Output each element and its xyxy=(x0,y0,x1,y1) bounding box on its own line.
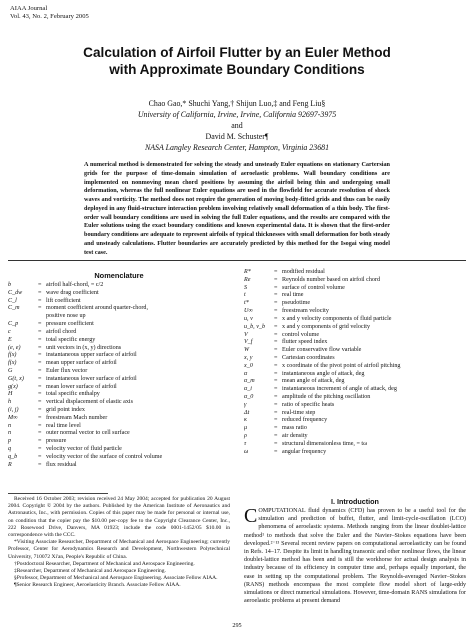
nomenclature-definition: instantaneous increment of angle of attack, deg xyxy=(282,386,397,393)
nomenclature-equals: = xyxy=(38,328,42,335)
nomenclature-equals: = xyxy=(274,386,278,393)
nomenclature-definition: surface of control volume xyxy=(282,284,345,291)
nomenclature-equals: = xyxy=(38,407,42,413)
nomenclature-equals: = xyxy=(274,362,278,369)
nomenclature-equals: = xyxy=(38,438,42,445)
footnote: *Visiting Associate Researcher, Department of Mechanical and Aerospace Engineering; currently Professor, Center for Aerodynamics Research and Development, Northwestern Polytechnical University, 710072 Xi'an, People's Republic of China. xyxy=(8,539,230,560)
nomenclature-definition: vertical displacement of elastic axis xyxy=(46,399,133,406)
nomenclature-equals: = xyxy=(38,360,42,367)
nomenclature-symbol: G xyxy=(8,367,13,374)
nomenclature-entry xyxy=(244,292,469,300)
nomenclature-entry xyxy=(8,282,233,290)
nomenclature-equals: = xyxy=(38,453,42,460)
nomenclature-entry xyxy=(244,441,469,449)
drop-cap: C xyxy=(244,505,258,527)
nomenclature-entry xyxy=(244,394,469,402)
nomenclature-equals: = xyxy=(38,414,42,421)
nomenclature-definition: air density xyxy=(282,433,308,440)
nomenclature-symbol: ρ xyxy=(244,433,247,440)
nomenclature-definition: instantaneous angle of attack, deg xyxy=(282,370,365,377)
nomenclature-definition: mean upper surface of airfoil xyxy=(46,360,117,367)
nomenclature-entry xyxy=(244,339,469,347)
abstract: A numerical method is demonstrated for solving the steady and unsteady Euler equations on stationary Cartersian grids for the purpose of time-domain simulation of aeroelastic problems. Wall boundary conditions are implemented on nonmoving mean chord positions by assuming the airfoil being thin and undergoing small deformation, whereas the full nonlinear Euler equations are used in the flowfield for accurate resolution of shock waves and vorticity. The method does not require the generation of moving body-fitted grids and thus can be easily deployed in any fluid-structure interaction problem involving relatively small deformation of a thin body. The first-order wall boundary conditions are used in solving the full Euler equations, and the results are compared with the Euler solutions using the exact boundary conditions and known experimental data. It is shown that the first-order boundary conditions are adequate to represent airfoils of typical thicknesses with small deformation for both steady and unsteady calculations. Flutter boundaries are accurately predicted by this method for the Isogai wing model test case. xyxy=(84,161,390,256)
nomenclature-entry xyxy=(8,454,233,462)
nomenclature-symbol: x_0 xyxy=(244,362,253,369)
nomenclature-equals xyxy=(38,313,46,321)
nomenclature-equals: = xyxy=(274,276,278,283)
nomenclature-equals: = xyxy=(274,417,278,424)
nomenclature-equals: = xyxy=(38,446,42,453)
nomenclature-symbol: t xyxy=(244,292,246,299)
footnote: ‡Researcher, Department of Mechanical and Aerospace Engineering. xyxy=(14,568,166,575)
nomenclature-symbol: μ xyxy=(244,425,248,432)
nomenclature-definition: control volume xyxy=(282,331,320,338)
nomenclature-equals: = xyxy=(274,433,278,440)
nomenclature-equals: = xyxy=(38,321,42,328)
nomenclature-equals: = xyxy=(38,383,42,390)
footnote: †Postdoctoral Researcher, Department of Mechanical and Aerospace Engineering. xyxy=(14,560,195,567)
nomenclature-symbol: E xyxy=(8,336,12,343)
nomenclature-entry xyxy=(244,347,469,355)
nomenclature-definition: pressure coefficient xyxy=(46,321,94,328)
nomenclature-symbol: τ xyxy=(244,440,247,447)
nomenclature-equals: = xyxy=(38,344,42,351)
paper-title xyxy=(0,44,474,78)
nomenclature-entry xyxy=(244,324,469,332)
nomenclature-symbol: α_i xyxy=(244,386,252,393)
nomenclature-definition: Euler flux vector xyxy=(46,367,88,374)
author-and: and xyxy=(231,121,243,130)
nomenclature-entry xyxy=(8,321,233,329)
nomenclature-equals: = xyxy=(38,289,42,296)
nomenclature-definition: unit vectors in (x, y) directions xyxy=(46,344,122,351)
nomenclature-entry xyxy=(244,410,469,418)
nomenclature-definition: total specific enthalpy xyxy=(46,391,100,398)
nomenclature-symbol: q xyxy=(8,446,12,453)
nomenclature-entry xyxy=(244,371,469,379)
nomenclature-entry xyxy=(8,360,233,368)
nomenclature-equals: = xyxy=(274,284,278,291)
nomenclature-entry xyxy=(8,290,233,298)
nomenclature-equals: = xyxy=(274,394,278,400)
nomenclature-equals: = xyxy=(38,422,42,429)
introduction-body: OMPUTATIONAL fluid dynamics (CFD) has proven to be a useful tool for the simulation and prediction of buffet, flutter, and limit-cycle-oscillation (LCO) phenomena of aeroelastic systems. Methods ranging from the linear doublet-lattice method¹ to methods that solve the Euler and the Navier–Stokes equations have been developed.²⁻¹³ Several recent review papers on computational aeroelasticity can be found in Refs. 14–17. Despite its limit in handling transonic and other nonlinear flows, the linear doublet-lattice method has been and is still the workhorse for actual design analysis in industry because of its efficiency in computer time and, perhaps equally important, the ease in setting up the computational problem. The Reynolds-averaged Navier–Stokes (RANS) methods encompass the most complete flow model short of large-eddy simulations or direct numerical simulations. However, time-domain RANS simulations for aeroelastic problems at present demand xyxy=(244,508,466,605)
nomenclature-equals: = xyxy=(38,367,42,374)
nomenclature-heading: Nomenclature xyxy=(94,271,144,280)
journal-volume: Vol. 43, No. 2, February 2005 xyxy=(10,13,89,21)
nomenclature-definition: grid point index xyxy=(46,407,85,413)
nomenclature-definition: wave drag coefficient xyxy=(46,289,99,296)
nomenclature-entry xyxy=(244,316,469,324)
nomenclature-symbol: α_m xyxy=(244,378,255,385)
journal-name: AIAA Journal xyxy=(10,5,48,12)
nomenclature-symbol: γ xyxy=(244,401,247,408)
nomenclature-definition: Reynolds number based on airfoil chord xyxy=(282,276,380,283)
nomenclature-entry xyxy=(8,384,233,392)
nomenclature-equals: = xyxy=(38,336,42,343)
nomenclature-definition: amplitude of the pitching oscillation xyxy=(282,394,371,400)
nomenclature-equals: = xyxy=(38,375,42,382)
nomenclature-entry xyxy=(8,313,233,321)
nomenclature-symbol: (e, e) xyxy=(8,344,21,351)
nomenclature-right-column xyxy=(244,269,469,457)
section-heading-introduction: I. Introduction xyxy=(331,497,379,506)
nomenclature-entry xyxy=(244,308,469,316)
nomenclature-definition: structural dimensionless time, = tω xyxy=(282,440,368,447)
nomenclature-definition: angular frequency xyxy=(282,448,327,455)
nomenclature-symbol: t* xyxy=(244,300,249,307)
author-block xyxy=(0,98,474,153)
footnote-divider xyxy=(8,493,108,494)
nomenclature-definition: ratio of specific heats xyxy=(282,401,335,408)
footnotes xyxy=(8,496,230,590)
nomenclature-definition: x and y velocity components of fluid particle xyxy=(282,315,392,322)
nomenclature-symbol: n xyxy=(8,422,12,429)
nomenclature-symbol: H xyxy=(8,391,13,398)
nomenclature-equals: = xyxy=(38,305,42,312)
author-names-1: Chao Gao,* Shuchi Yang,† Shijun Luo,‡ and Feng Liu§ xyxy=(148,99,326,108)
nomenclature-entry xyxy=(244,332,469,340)
nomenclature-entry xyxy=(8,329,233,337)
nomenclature-entry xyxy=(8,415,233,423)
nomenclature-entry xyxy=(8,305,233,313)
nomenclature-entry xyxy=(244,269,469,277)
nomenclature-definition: modified residual xyxy=(282,269,325,275)
nomenclature-definition: moment coefficient around quarter-chord, xyxy=(46,305,148,312)
nomenclature-definition: airfoil chord xyxy=(46,328,77,335)
nomenclature-equals: = xyxy=(274,323,278,330)
nomenclature-symbol xyxy=(8,313,38,321)
nomenclature-equals: = xyxy=(274,331,278,338)
nomenclature-symbol: q_b xyxy=(8,453,18,460)
nomenclature-symbol: h xyxy=(8,399,12,406)
nomenclature-symbol: U∞ xyxy=(244,308,253,315)
nomenclature-equals: = xyxy=(274,315,278,322)
nomenclature-symbol: Re xyxy=(244,276,251,283)
nomenclature-symbol: (i, j) xyxy=(8,407,19,413)
nomenclature-equals: = xyxy=(274,300,278,307)
nomenclature-definition: airfoil half-chord, = c/2 xyxy=(46,282,104,288)
nomenclature-symbol: α_0 xyxy=(244,394,254,400)
nomenclature-symbol: G(t, x) xyxy=(8,375,24,382)
nomenclature-equals: = xyxy=(274,448,278,455)
nomenclature-entry xyxy=(244,277,469,285)
nomenclature-entry xyxy=(244,425,469,433)
nomenclature-definition: Euler conservative flow variable xyxy=(282,347,362,354)
nomenclature-symbol: Δt xyxy=(244,409,250,416)
nomenclature-definition: positive nose up xyxy=(46,313,86,320)
nomenclature-definition: mass ratio xyxy=(282,425,307,432)
nomenclature-symbol: n xyxy=(8,430,12,437)
nomenclature-entry xyxy=(244,433,469,441)
nomenclature-definition: mean angle of attack, deg xyxy=(282,378,345,385)
nomenclature-definition: freestream velocity xyxy=(282,308,329,315)
affiliation-2: NASA Langley Research Center, Hampton, Virginia 23681 xyxy=(144,143,330,152)
nomenclature-equals: = xyxy=(38,399,42,406)
nomenclature-symbol: V_f xyxy=(244,339,253,346)
nomenclature-entry xyxy=(244,417,469,425)
nomenclature-definition: pseudotime xyxy=(282,300,311,307)
nomenclature-equals: = xyxy=(274,269,278,275)
nomenclature-equals: = xyxy=(274,370,278,377)
nomenclature-equals: = xyxy=(274,292,278,299)
nomenclature-symbol: W xyxy=(244,347,250,354)
nomenclature-symbol: b xyxy=(8,282,12,288)
nomenclature-symbol: C_dw xyxy=(8,289,23,296)
nomenclature-equals: = xyxy=(274,347,278,354)
nomenclature-symbol: f(x) xyxy=(8,360,17,367)
nomenclature-definition: x coordinate of the pivot point of airfoil pitching xyxy=(282,362,401,369)
nomenclature-equals: = xyxy=(274,440,278,447)
nomenclature-definition: velocity vector of the surface of control volume xyxy=(46,453,163,460)
nomenclature-entry xyxy=(244,363,469,371)
nomenclature-symbol: S xyxy=(244,284,248,291)
nomenclature-entry xyxy=(8,446,233,454)
nomenclature-equals: = xyxy=(38,282,42,288)
nomenclature-entry xyxy=(8,352,233,360)
nomenclature-symbol: R xyxy=(8,461,12,468)
nomenclature-symbol: ω xyxy=(244,448,249,455)
nomenclature-definition: instantaneous lower surface of airfoil xyxy=(46,375,137,382)
affiliation-1: University of California, Irvine, Irvine, California 92697-3975 xyxy=(137,110,337,119)
nomenclature-left-column xyxy=(8,282,233,470)
nomenclature-equals: = xyxy=(38,430,42,437)
nomenclature-entry xyxy=(8,430,233,438)
nomenclature-symbol: α xyxy=(244,370,248,377)
nomenclature-equals: = xyxy=(38,391,42,398)
title-line-1: Calculation of Airfoil Flutter by an Euler Method xyxy=(83,45,391,60)
abstract-divider xyxy=(8,260,466,261)
nomenclature-symbol: u_b, v_b xyxy=(244,323,265,330)
nomenclature-entry xyxy=(244,285,469,293)
nomenclature-definition: mean lower surface of airfoil xyxy=(46,383,117,390)
nomenclature-equals: = xyxy=(274,425,278,432)
nomenclature-definition: real-time step xyxy=(282,409,316,416)
journal-header xyxy=(10,5,89,22)
footnote: ¶Senior Research Engineer, Aeroelasticity Branch. Associate Fellow AIAA. xyxy=(14,582,181,589)
nomenclature-equals: = xyxy=(38,352,42,359)
nomenclature-equals: = xyxy=(274,409,278,416)
nomenclature-entry xyxy=(244,386,469,394)
nomenclature-symbol: V xyxy=(244,331,248,338)
nomenclature-equals: = xyxy=(274,354,278,361)
nomenclature-definition: freestream Mach number xyxy=(46,414,108,421)
footnote: §Professor, Department of Mechanical and Aerospace Engineering. Associate Fellow AIAA. xyxy=(14,575,218,582)
nomenclature-entry xyxy=(244,449,469,457)
nomenclature-symbol: κ xyxy=(244,417,247,424)
nomenclature-equals: = xyxy=(274,339,278,346)
nomenclature-symbol: C_p xyxy=(8,321,19,328)
nomenclature-entry xyxy=(244,300,469,308)
nomenclature-symbol: R* xyxy=(244,269,251,275)
nomenclature-definition: flutter speed index xyxy=(282,339,328,346)
nomenclature-definition: velocity vector of fluid particle xyxy=(46,446,122,453)
nomenclature-definition: outer normal vector to cell surface xyxy=(46,430,130,437)
nomenclature-equals: = xyxy=(38,461,42,468)
nomenclature-symbol: f(x) xyxy=(8,352,17,359)
nomenclature-symbol: p xyxy=(8,438,12,445)
nomenclature-symbol: g(x) xyxy=(8,383,18,390)
nomenclature-equals: = xyxy=(274,378,278,385)
nomenclature-entry xyxy=(8,368,233,376)
nomenclature-definition: flux residual xyxy=(46,461,77,468)
nomenclature-definition: real time xyxy=(282,292,304,299)
nomenclature-entry xyxy=(8,376,233,384)
nomenclature-entry xyxy=(244,355,469,363)
nomenclature-definition: Cartesian coordinates xyxy=(282,354,335,361)
nomenclature-entry xyxy=(244,402,469,410)
nomenclature-equals: = xyxy=(274,401,278,408)
nomenclature-entry xyxy=(8,399,233,407)
nomenclature-definition: reduced frequency xyxy=(282,417,328,424)
nomenclature-entry xyxy=(8,438,233,446)
nomenclature-definition: real time level xyxy=(46,422,81,429)
introduction-text xyxy=(244,507,466,605)
nomenclature-entry xyxy=(8,407,233,415)
nomenclature-definition: lift coefficient xyxy=(46,297,81,304)
author-names-2: David M. Schuster¶ xyxy=(205,132,269,141)
nomenclature-definition: total specific energy xyxy=(46,336,96,343)
nomenclature-symbol: C_l xyxy=(8,297,17,304)
nomenclature-definition: instantaneous upper surface of airfoil xyxy=(46,352,137,359)
footnote: Received 16 October 2003; revision received 24 May 2004; accepted for publication 20 August 2004. Copyright © 2004 by the authors. Published by the American Institute of Aeronautics and Astronautics, Inc., with permission. Copies of this paper may be made for personal or internal use, on condition that the copier pay the $10.00 per-copy fee to the Copyright Clearance Center, Inc., 222 Rosewood Drive, Danvers, MA 01923; include the code 0001-1452/05 $10.00 in correspondence with the CCC. xyxy=(8,496,230,539)
title-line-2: with Approximate Boundary Conditions xyxy=(109,62,365,77)
nomenclature-equals: = xyxy=(274,308,278,315)
nomenclature-symbol: M∞ xyxy=(8,414,18,421)
nomenclature-entry xyxy=(8,337,233,345)
nomenclature-symbol: x, y xyxy=(244,354,253,361)
page-number: 295 xyxy=(232,622,242,629)
nomenclature-definition: pressure xyxy=(46,438,67,445)
nomenclature-equals: = xyxy=(38,297,42,304)
nomenclature-symbol: C_m xyxy=(8,305,20,312)
nomenclature-definition: x and y components of grid velocity xyxy=(282,323,371,330)
nomenclature-symbol: u, v xyxy=(244,315,253,322)
nomenclature-entry xyxy=(8,462,233,470)
nomenclature-symbol: c xyxy=(8,328,11,335)
